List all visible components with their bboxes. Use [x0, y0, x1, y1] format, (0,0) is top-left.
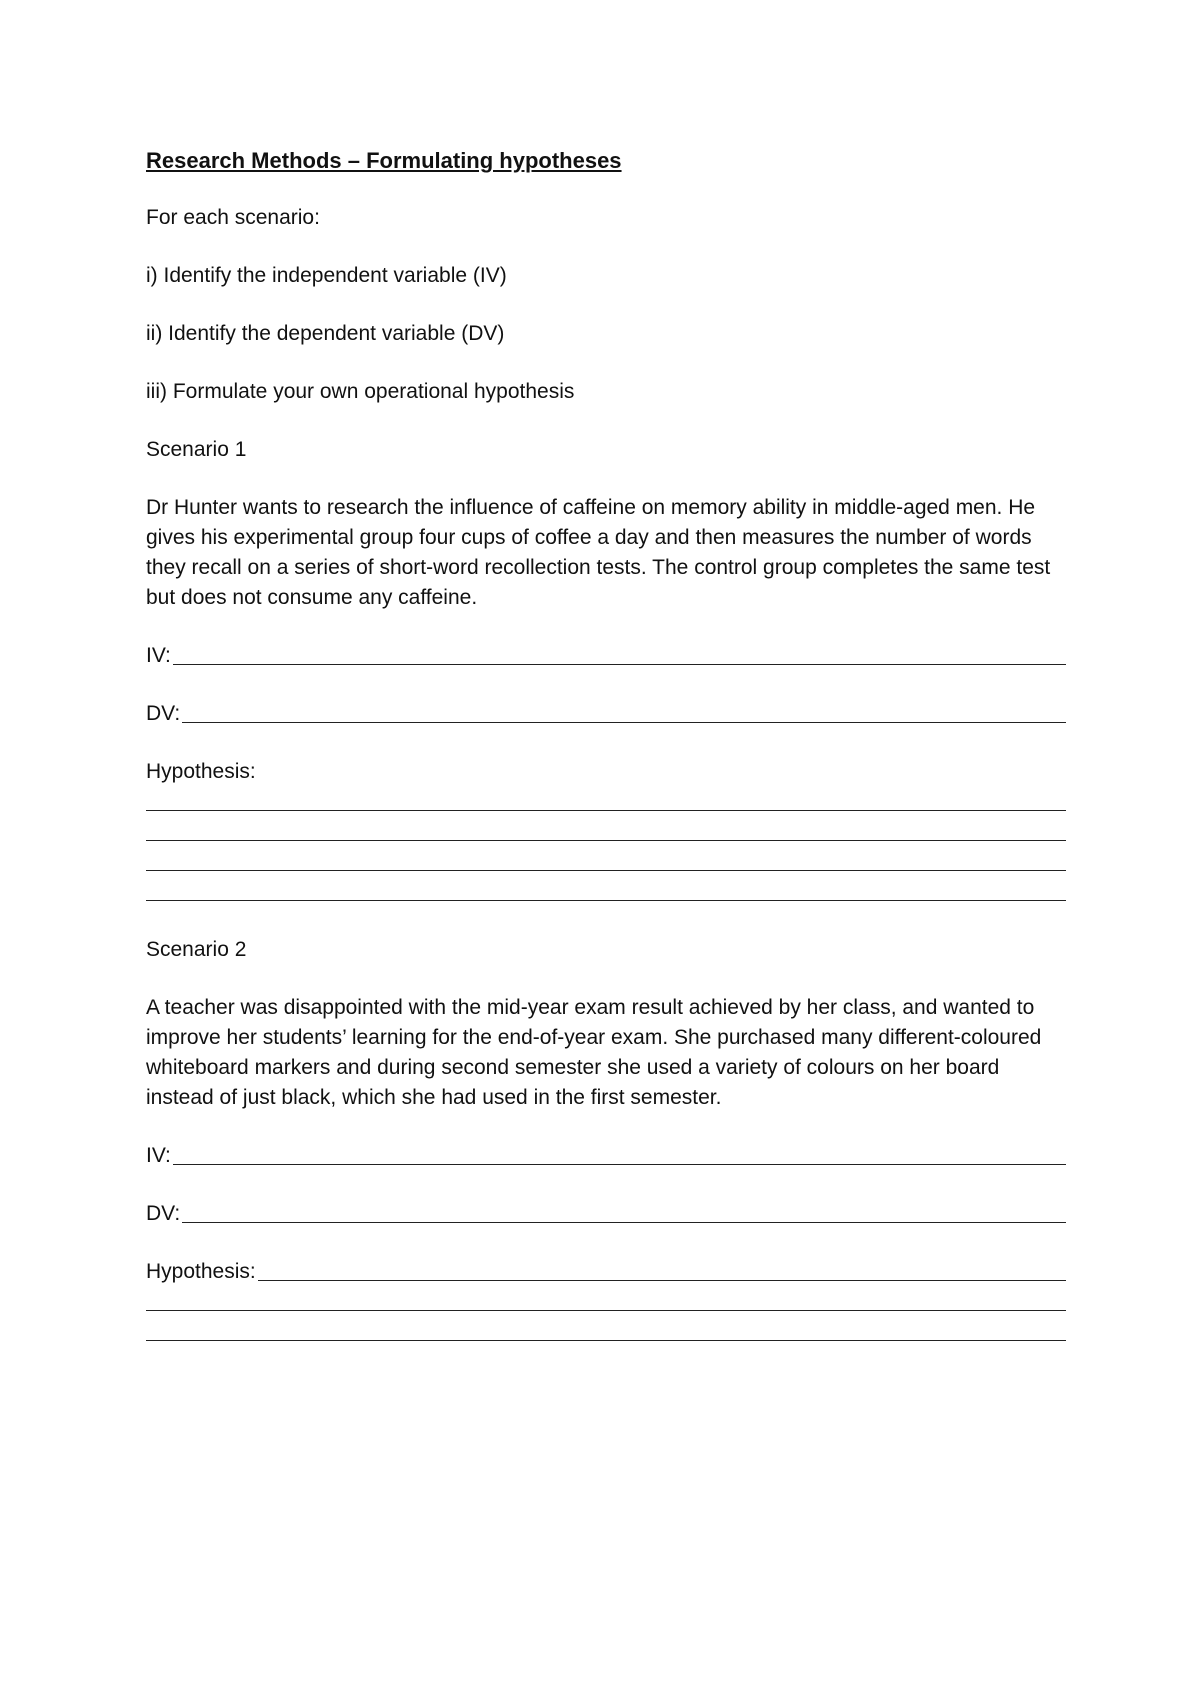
page-title: Research Methods – Formulating hypotheses: [146, 148, 622, 173]
scenario-2-heading: Scenario 2: [146, 938, 247, 961]
scenario-1-hypothesis-line[interactable]: [146, 871, 1066, 901]
scenario-1-hypothesis-line[interactable]: [146, 811, 1066, 841]
scenario-1-dv-label: DV:: [146, 702, 181, 725]
scenario-2-hypothesis-line[interactable]: [146, 1281, 1066, 1311]
scenario-1-dv-row: [146, 699, 1066, 729]
scenario-1-hypothesis-line[interactable]: [146, 841, 1066, 871]
scenario-1-iv-label: IV:: [146, 644, 171, 667]
scenario-2-hypothesis-label: Hypothesis:: [146, 1260, 256, 1283]
scenario-1-hypothesis-label: Hypothesis:: [146, 760, 256, 783]
instructions-intro: For each scenario:: [146, 206, 320, 229]
scenario-1-iv-row: [146, 641, 1066, 671]
scenario-1-heading: Scenario 1: [146, 438, 247, 461]
scenario-1-hypothesis-block: [146, 757, 1066, 907]
worksheet-content: [146, 146, 1066, 1375]
instruction-step-dv: ii) Identify the dependent variable (DV): [146, 322, 505, 345]
instruction-step-hypothesis: iii) Formulate your own operational hypothesis: [146, 380, 575, 403]
instruction-step-iv: i) Identify the independent variable (IV): [146, 264, 507, 287]
scenario-1-dv-answer-line[interactable]: [182, 722, 1066, 723]
scenario-2-text: A teacher was disappointed with the mid-year exam result achieved by her class, and wanted to improve her students’ learning for the end-of-year exam. She purchased many different-coloured whiteboard markers and during second semester she used a variety of colours on her board instead of just black, which she had used in the first semester.: [146, 996, 1042, 1109]
scenario-1-hypothesis-line[interactable]: [146, 781, 1066, 811]
scenario-2-iv-label: IV:: [146, 1144, 171, 1167]
scenario-2-dv-row: [146, 1199, 1066, 1229]
scenario-1-text: Dr Hunter wants to research the influence of caffeine on memory ability in middle-aged men. He gives his experimental group four cups of coffee a day and then measures the number of words they recall on a series of short-word recollection tests. The control group completes the same test but does not consume any caffeine.: [146, 496, 1051, 609]
scenario-2-dv-label: DV:: [146, 1202, 181, 1225]
scenario-2-hypothesis-line[interactable]: [146, 1311, 1066, 1341]
scenario-2-iv-answer-line[interactable]: [173, 1164, 1066, 1165]
scenario-2-iv-row: [146, 1141, 1066, 1171]
scenario-1-iv-answer-line[interactable]: [173, 664, 1066, 665]
scenario-2-hypothesis-block: [146, 1257, 1066, 1347]
scenario-2-dv-answer-line[interactable]: [182, 1222, 1066, 1223]
